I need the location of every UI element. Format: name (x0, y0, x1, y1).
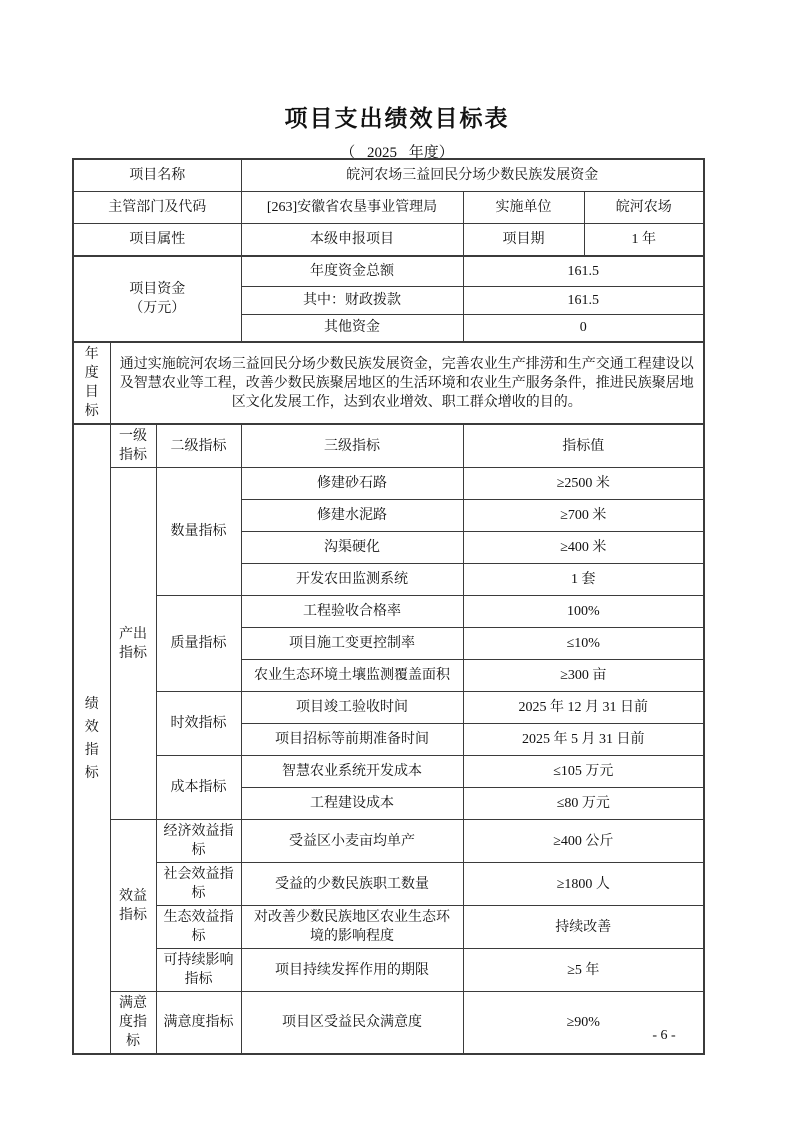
indicator-name: 工程验收合格率 (241, 596, 463, 628)
perf-section-label: 绩效指标 (84, 697, 99, 781)
indicator-name: 工程建设成本 (241, 788, 463, 820)
attr-value: 本级申报项目 (241, 223, 463, 256)
indicator-name: 修建水泥路 (241, 500, 463, 532)
page-title: 项目支出绩效目标表 (284, 106, 510, 131)
indicator-name: 智慧农业系统开发成本 (241, 756, 463, 788)
funds-fiscal-value: 161.5 (463, 286, 704, 314)
level2-ecological: 生态效益指标 (156, 906, 241, 949)
level2-cost: 成本指标 (156, 756, 241, 820)
level2-quality: 质量指标 (156, 596, 241, 692)
indicator-value: ≥90% (463, 992, 704, 1055)
indicator-name: 项目区受益民众满意度 (241, 992, 463, 1055)
page-number: - 6 - (652, 1028, 676, 1043)
header-level3: 三级指标 (241, 424, 463, 468)
header-value: 指标值 (463, 424, 704, 468)
indicator-name: 受益区小麦亩均单产 (241, 820, 463, 863)
table-row (73, 159, 704, 191)
funds-total-value: 161.5 (463, 256, 704, 286)
table-row (73, 756, 704, 788)
period-label: 项目期 (463, 223, 584, 256)
table-row (73, 863, 704, 906)
impl-unit-label: 实施单位 (463, 191, 584, 223)
indicator-name: 受益的少数民族职工数量 (241, 863, 463, 906)
funds-other-value: 0 (463, 314, 704, 342)
indicator-name: 对改善少数民族地区农业生态环境的影响程度 (241, 906, 463, 949)
level1-benefit: 效益指标 (110, 820, 156, 992)
table-row (73, 191, 704, 223)
indicator-value: ≥1800 人 (463, 863, 704, 906)
level2-satisfaction: 满意度指标 (156, 992, 241, 1055)
indicator-value: ≥300 亩 (463, 660, 704, 692)
indicator-name: 项目持续发挥作用的期限 (241, 949, 463, 992)
page-subtitle: （ 2025 年度） (340, 145, 454, 161)
indicator-value: 2025 年 12 月 31 日前 (463, 692, 704, 724)
perf-section-cell (73, 424, 110, 1054)
table-row (73, 906, 704, 949)
funds-label-line2: （万元） (129, 301, 186, 316)
table-row (73, 992, 704, 1055)
table-row (73, 468, 704, 500)
funds-fiscal-label: 其中：财政拨款 (241, 286, 463, 314)
indicator-value: ≥5 年 (463, 949, 704, 992)
table-row (73, 223, 704, 256)
table-row (73, 820, 704, 863)
indicator-value: 1 套 (463, 564, 704, 596)
indicator-name: 沟渠硬化 (241, 532, 463, 564)
level2-sustainable: 可持续影响指标 (156, 949, 241, 992)
funds-other-label: 其他资金 (241, 314, 463, 342)
impl-unit-value: 皖河农场 (584, 191, 704, 223)
funds-label-line1: 项目资金 (129, 282, 186, 297)
indicator-name: 修建砂石路 (241, 468, 463, 500)
table-row (73, 949, 704, 992)
table-row (73, 692, 704, 724)
level1-satisfaction: 满意度指标 (110, 992, 156, 1055)
table-row (73, 424, 704, 468)
project-name-label: 项目名称 (73, 159, 241, 191)
period-value: 1 年 (584, 223, 704, 256)
dept-label: 主管部门及代码 (73, 191, 241, 223)
indicator-name: 项目竣工验收时间 (241, 692, 463, 724)
indicator-value: ≤10% (463, 628, 704, 660)
indicator-name: 农业生态环境土壤监测覆盖面积 (241, 660, 463, 692)
funds-total-label: 年度资金总额 (241, 256, 463, 286)
project-name-value: 皖河农场三益回民分场少数民族发展资金 (241, 159, 704, 191)
level2-economic: 经济效益指标 (156, 820, 241, 863)
funds-label-cell (73, 256, 241, 342)
indicator-value: ≥400 公斤 (463, 820, 704, 863)
level2-social: 社会效益指标 (156, 863, 241, 906)
indicator-value: ≤105 万元 (463, 756, 704, 788)
annual-goal-label: 年度目标 (73, 342, 110, 424)
level2-quantity: 数量指标 (156, 468, 241, 596)
indicator-name: 项目施工变更控制率 (241, 628, 463, 660)
attr-label: 项目属性 (73, 223, 241, 256)
table-row (73, 342, 704, 424)
table-row (73, 596, 704, 628)
level1-output: 产出指标 (110, 468, 156, 820)
indicator-name: 项目招标等前期准备时间 (241, 724, 463, 756)
header-level2: 二级指标 (156, 424, 241, 468)
table-row (73, 256, 704, 286)
indicator-name: 开发农田监测系统 (241, 564, 463, 596)
dept-value: [263]安徽省农垦事业管理局 (241, 191, 463, 223)
indicator-value: ≥700 米 (463, 500, 704, 532)
header-level1: 一级指标 (110, 424, 156, 468)
indicator-value: 100% (463, 596, 704, 628)
indicator-value: ≤80 万元 (463, 788, 704, 820)
performance-target-table (72, 158, 705, 1055)
level2-timeliness: 时效指标 (156, 692, 241, 756)
indicator-value: ≥2500 米 (463, 468, 704, 500)
indicator-value: 2025 年 5 月 31 日前 (463, 724, 704, 756)
indicator-value: 持续改善 (463, 906, 704, 949)
indicator-value: ≥400 米 (463, 532, 704, 564)
annual-goal-text: 通过实施皖河农场三益回民分场少数民族发展资金，完善农业生产排涝和生产交通工程建设以及智慧农业等工程，改善少数民族聚居地区的生活环境和农业生产服务条件，推进民族聚居地区文化发展工作，达到农业增效、职工群众增收的目的。 (110, 342, 704, 424)
